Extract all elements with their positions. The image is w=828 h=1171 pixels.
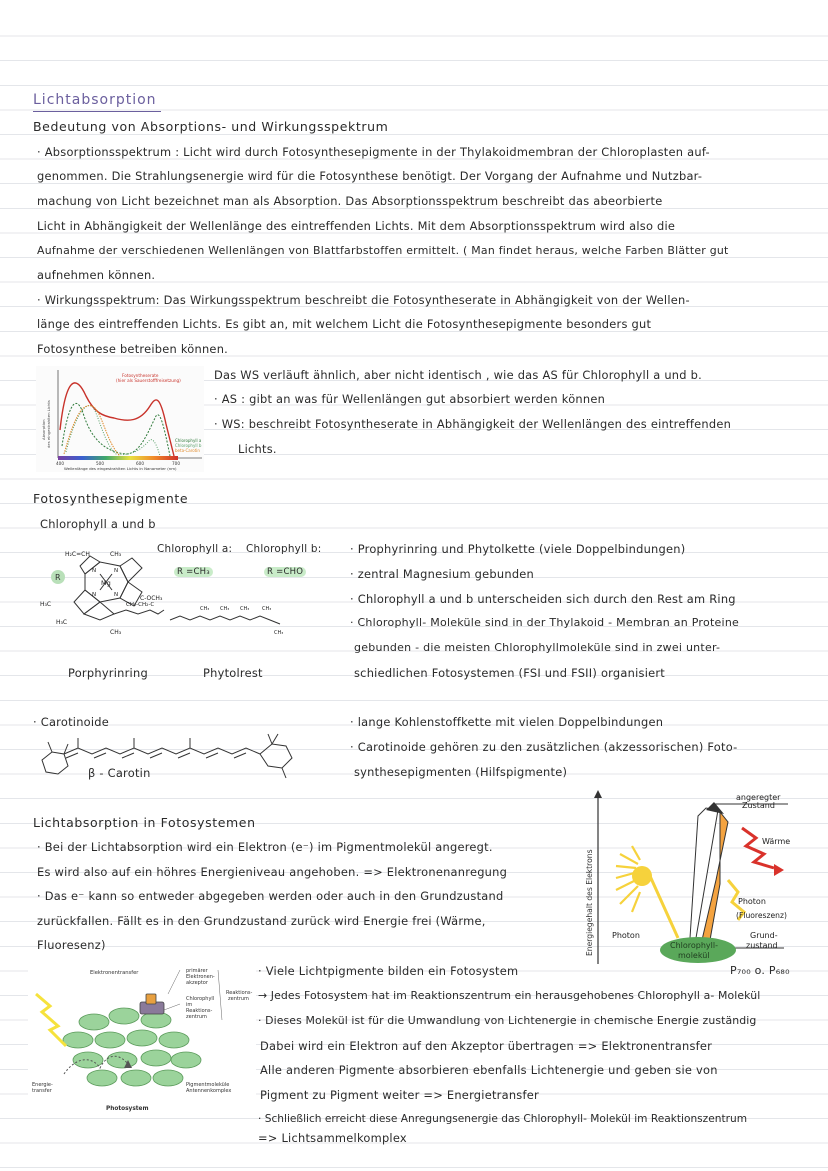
chl-och3-label: C-OCH₃	[140, 595, 163, 602]
energy-zustand-bottom-label: zustand	[746, 941, 778, 950]
abs-line-3: machung von Licht bezeichnet man als Absorption. Das Absorptionsspektrum beschreibt das abeorbierte	[37, 194, 663, 208]
ps-line-2: → Jedes Fotosystem hat im Reaktionszentrum ein herausgehobenes Chlorophyll a- Molekül	[258, 989, 761, 1002]
carot-line-1: · lange Kohlenstoffkette mit vielen Doppelbindungen	[350, 715, 664, 729]
note-line-4: Lichts.	[238, 442, 277, 456]
p700-label: P₇₀₀ o. P₆₈₀	[730, 964, 790, 977]
ps-pig-1: Pigmentmoleküle	[186, 1082, 230, 1088]
ps-chl-2: im	[186, 1002, 193, 1008]
chl-a-label: Chlorophyll a:	[157, 543, 233, 555]
chl-phytol-ch3-5: CH₃	[274, 630, 284, 636]
carot-line-2: · Carotinoide gehören zu den zusätzlichen (akzessorischen) Foto-	[350, 740, 738, 754]
ps-chl-1: Chlorophyll	[186, 996, 215, 1002]
photosystem-diagram	[28, 964, 256, 1116]
chl-h3c-label: H₃C	[40, 601, 52, 608]
chl-a-r-group: R =CH₃	[174, 567, 213, 577]
abs-line-2: genommen. Die Strahlungsenergie wird für die Fotosynthese benötigt. Der Vorgang der Aufnahme und Nutzbar-	[37, 169, 703, 183]
graph-legend-top-1: Fotosyntheserate	[122, 373, 159, 378]
ps-intro-line-4: zurückfallen. Fällt es in den Grundzustand zurück wird Energie frei (Wärme,	[37, 914, 486, 928]
graph-legend-top-2: (hier als Sauerstofffreisetzung)	[116, 378, 181, 383]
chl-ch2-label: H₂C=CH	[65, 551, 90, 558]
ps-intro-line-3: · Das e⁻ kann so entweder abgegeben werden oder auch in den Grundzustand	[37, 889, 504, 903]
energy-waerme-label: Wärme	[762, 837, 791, 846]
ps-primaer-3: akzeptor	[186, 980, 208, 986]
note-line-1: Das WS verläuft ähnlich, aber nicht identisch , wie das AS für Chlorophyll a und b.	[214, 368, 702, 382]
note-line-3: · WS: beschreibt Fotosyntheserate in Abhängigkeit der Wellenlängen des eintreffenden	[214, 417, 732, 431]
chl-n-3: N	[92, 592, 97, 598]
chl-line-4: · Chlorophyll- Moleküle sind in der Thylakoid - Membran an Proteine	[350, 616, 740, 629]
porphyrin-label: Porphyrinring	[68, 666, 148, 680]
wirk-line-3: Fotosynthese betreiben können.	[37, 342, 229, 356]
ps-line-8: => Lichtsammelkomplex	[258, 1131, 407, 1145]
wirk-line-1: · Wirkungsspektrum: Das Wirkungsspektrum beschreibt die Fotosyntheserate in Abhängigkeit von der Wellen-	[37, 293, 690, 307]
abs-line-1: · Absorptionsspektrum : Licht wird durch Fotosynthesepigmente in der Thylakoidmembran der Chloroplasten auf-	[37, 145, 710, 159]
chl-line-3: · Chlorophyll a und b unterscheiden sich durch den Rest am Ring	[350, 592, 736, 606]
chl-mg-label: Mg	[101, 579, 111, 587]
energy-yaxis-label: Energiegehalt des Elektrons	[585, 849, 594, 956]
ps-energie-1: Energie-	[32, 1082, 53, 1088]
energy-photon-right-label: Photon	[738, 897, 766, 906]
energy-chl-label-1: Chlorophyll-	[670, 941, 718, 950]
energy-chl-label-2: molekül	[678, 951, 710, 960]
ps-line-5: Alle anderen Pigmente absorbieren ebenfalls Lichtenergie und geben sie von	[260, 1063, 718, 1077]
energy-angeregter-label: angeregter	[736, 793, 781, 802]
graph-ylabel-2: des eingestrahlten Lichts	[46, 400, 51, 448]
ps-energie-2: transfer	[32, 1088, 52, 1094]
chl-phytol-ch3-2: CH₃	[220, 606, 230, 612]
chl-phytol-ch3-1: CH₃	[200, 606, 210, 612]
ps-primaer-2: Elektronen-	[186, 974, 215, 980]
carot-line-3: synthesepigmenten (Hilfspigmente)	[354, 765, 568, 779]
title-underline	[33, 111, 161, 112]
section-heading-pigments: Fotosynthesepigmente	[33, 491, 189, 506]
graph-legend-right-2: Chlorophyll b	[175, 443, 202, 448]
wirk-line-2: länge des eintreffenden Lichts. Es gibt an, mit welchem Licht die Fotosynthesepigmente besonders gut	[37, 317, 652, 331]
chl-b-r-group: R =CHO	[264, 567, 306, 577]
chl-n-2: N	[114, 568, 119, 574]
chl-line-6: schiedlichen Fotosystemen (FSI und FSII) organisiert	[354, 666, 666, 680]
graph-ylabel-1: Absorption	[41, 419, 46, 440]
graph-tick-500: 500	[96, 461, 104, 466]
abs-line-5: Aufnahme der verschiedenen Wellenlängen von Blattfarbstoffen ermittelt. ( Man findet heraus, welche Farben Blätter gut	[37, 244, 729, 257]
chl-chain-label: CH₂-CH₂-C	[126, 602, 155, 608]
chl-line-1: · Prophyrinring und Phytolkette (viele Doppelbindungen)	[350, 542, 686, 556]
ps-primaer-1: primärer	[186, 968, 208, 974]
ps-line-1: · Viele Lichtpigmente bilden ein Fotosystem	[258, 964, 519, 978]
graph-tick-400: 400	[56, 461, 64, 466]
abs-line-4: Licht in Abhängigkeit der Wellenlänge des eintreffenden Lichts. Mit dem Absorptionsspektrum wird also die	[37, 219, 676, 233]
phytol-label: Phytolrest	[203, 666, 263, 680]
page-title: Lichtabsorption	[33, 92, 157, 108]
ps-chl-4: zentrum	[186, 1014, 207, 1020]
chl-n-4: N	[114, 592, 119, 598]
ps-line-6: Pigment zu Pigment weiter => Energietransfer	[260, 1088, 539, 1102]
ps-line-7: · Schließlich erreicht diese Anregungsenergie das Chlorophyll- Molekül im Reaktionszentrum	[258, 1113, 748, 1125]
beta-carotin-structure	[38, 730, 308, 782]
graph-tick-700: 700	[172, 461, 180, 466]
spectrum-graph	[36, 366, 204, 472]
chl-n-1: N	[92, 568, 97, 574]
ps-chl-3: Reaktions-	[186, 1008, 213, 1014]
ps-rz-1: Reaktions-	[226, 990, 253, 996]
energy-fluoreszenz-label: (Fluoreszenz)	[736, 911, 787, 920]
graph-tick-600: 600	[136, 461, 144, 466]
chl-b-label: Chlorophyll b:	[246, 543, 322, 555]
graph-legend-right-3: beta-Carotin	[175, 448, 200, 453]
ps-intro-line-1: · Bei der Lichtabsorption wird ein Elektron (e⁻) im Pigmentmolekül angeregt.	[37, 840, 493, 854]
ps-intro-line-5: Fluoresenz)	[37, 938, 106, 952]
ps-photosystem-label: Photosystem	[106, 1106, 149, 1112]
carotinoide-heading: · Carotinoide	[33, 715, 110, 729]
chl-r-symbol: R	[55, 573, 61, 582]
graph-xlabel: Wellenlänge des eingestrahlten Lichts in Nanometer (nm)	[64, 466, 177, 471]
section-heading-photosystems: Lichtabsorption in Fotosystemen	[33, 815, 256, 830]
chl-ch3-label-2: CH₃	[110, 629, 122, 636]
ps-rz-2: zentrum	[228, 996, 249, 1002]
ps-intro-line-2: Es wird also auf ein höhres Energieniveau angehoben. => Elektronenanregung	[37, 865, 508, 879]
ps-pig-2: Antennenkomplex	[186, 1088, 232, 1094]
beta-carotin-label: β - Carotin	[88, 766, 151, 780]
chl-ch3-label-1: CH₃	[110, 551, 122, 558]
ps-elektronentransfer-label: Elektronentransfer	[90, 970, 139, 976]
graph-legend-right-1: Chlorophyll a	[175, 438, 202, 443]
chl-phytol-ch3-4: CH₃	[262, 606, 272, 612]
ps-line-3: · Dieses Molekül ist für die Umwandlung von Lichtenergie in chemische Energie zuständig	[258, 1014, 757, 1027]
energy-level-diagram	[578, 788, 806, 970]
energy-photon-left-label: Photon	[612, 931, 640, 940]
energy-zustand-top-label: Zustand	[742, 801, 775, 810]
chl-phytol-ch3-3: CH₃	[240, 606, 250, 612]
section-heading-spectra: Bedeutung von Absorptions- und Wirkungsspektrum	[33, 119, 389, 134]
energy-grund-label: Grund-	[750, 931, 778, 940]
chl-line-5: gebunden - die meisten Chlorophyllmoleküle sind in zwei unter-	[354, 641, 721, 654]
abs-line-6: aufnehmen können.	[37, 268, 156, 282]
chl-line-2: · zentral Magnesium gebunden	[350, 567, 535, 581]
chl-h3c-label-2: H₃C	[56, 619, 68, 626]
chlorophyll-structure	[40, 544, 300, 654]
note-line-2: · AS : gibt an was für Wellenlängen gut absorbiert werden können	[214, 392, 606, 406]
chlorophyll-subheading: Chlorophyll a und b	[40, 517, 156, 531]
ps-line-4: Dabei wird ein Elektron auf den Akzeptor übertragen => Elektronentransfer	[260, 1039, 713, 1053]
